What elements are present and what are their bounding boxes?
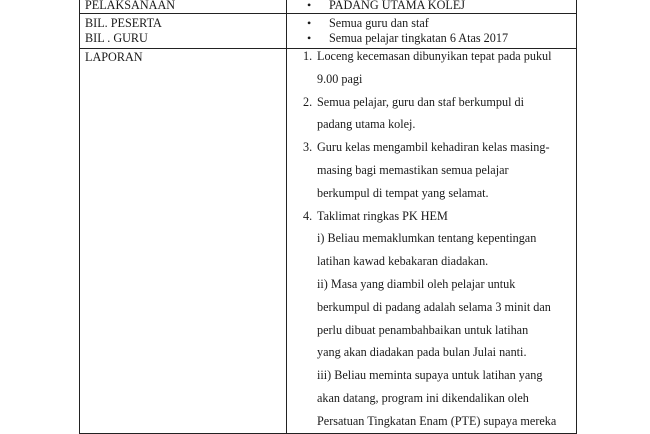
- sub-line: yang akan diadakan pada bulan Julai nanti.: [317, 345, 527, 360]
- item-line: masing bagi memastikan semua pelajar: [317, 162, 509, 177]
- item-line: padang utama kolej.: [317, 117, 416, 132]
- label-laporan: LAPORAN: [85, 50, 143, 64]
- sub-line: akan datang, program ini dikendalikan oleh: [317, 390, 529, 405]
- label-bil-guru: BIL . GURU: [85, 31, 148, 45]
- item-line: Guru kelas mengambil kehadiran kelas masing-: [317, 140, 550, 155]
- sub-line: ii) Masa yang diambil oleh pelajar untuk: [317, 276, 516, 291]
- value-cell-peserta: [287, 14, 577, 49]
- row-peserta: [80, 14, 577, 49]
- sub-line: latihan kawad kebakaran diadakan.: [317, 254, 489, 269]
- list-item: [303, 45, 570, 91]
- sub-line: i) Beliau memaklumkan tentang kepentingan: [317, 231, 537, 246]
- list-item: • PADANG UTAMA KOLEJ: [303, 0, 576, 13]
- item-line: berkumpul di tempat yang selamat.: [317, 185, 489, 200]
- label-cell-peserta: [80, 14, 287, 49]
- laporan-list: [303, 45, 576, 433]
- item-line: Taklimat ringkas PK HEM: [317, 208, 448, 223]
- row-pelaksanaan: [80, 0, 577, 14]
- list-item: • Semua guru dan staf: [303, 16, 576, 31]
- pelaksanaan-list: [303, 0, 576, 13]
- row-laporan: [80, 49, 577, 434]
- sub-line: Persatuan Tingkatan Enam (PTE) supaya mereka: [317, 413, 557, 428]
- value-cell-laporan: [287, 49, 577, 434]
- report-table: [79, 0, 577, 434]
- item-line: 9.00 pagi: [317, 71, 363, 86]
- list-item: [303, 136, 570, 204]
- label-bil-peserta: BIL. PESERTA: [85, 16, 162, 30]
- item-number: 1.: [303, 49, 313, 63]
- item-number: 4.: [303, 208, 313, 223]
- item-number: 2.: [303, 94, 313, 109]
- list-item: • Semua pelajar tingkatan 6 Atas 2017: [303, 31, 576, 46]
- value-cell-pelaksanaan: [287, 0, 577, 14]
- item-line: Loceng kecemasan dibunyikan tepat pada pukul: [317, 49, 552, 63]
- list-item: [303, 205, 570, 433]
- label-cell-laporan: [80, 49, 287, 434]
- item-line: Semua pelajar, guru dan staf berkumpul di: [317, 94, 524, 109]
- sub-line: iii) Beliau meminta supaya untuk latihan yang: [317, 368, 543, 383]
- list-item: [303, 91, 570, 137]
- label-pelaksanaan: PELAKSANAAN: [85, 0, 176, 12]
- sub-line: berkumpul di padang adalah selama 3 minit dan: [317, 299, 551, 314]
- peserta-list: [303, 16, 576, 46]
- item-number: 3.: [303, 140, 313, 155]
- sub-line: perlu dibuat penambahbaikan untuk latihan: [317, 322, 529, 337]
- label-cell-pelaksanaan: [80, 0, 287, 14]
